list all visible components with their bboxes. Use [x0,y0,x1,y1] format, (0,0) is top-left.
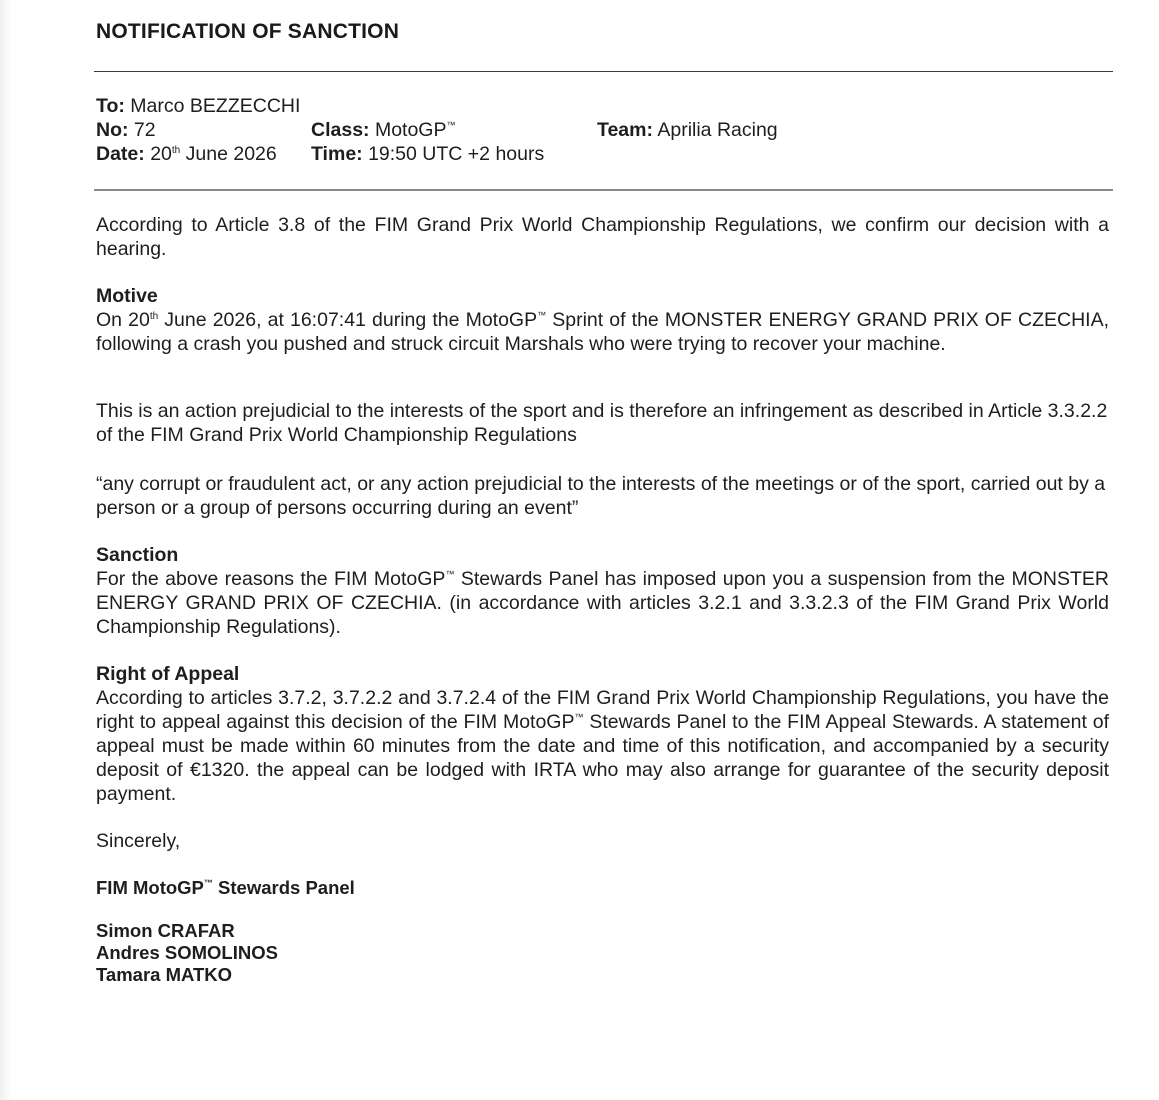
intro-section [96,213,1109,261]
title-divider [94,71,1113,72]
sanction-heading: Sanction [96,544,179,566]
rider-number: 72 [133,119,156,141]
no-label: No: [96,119,129,141]
sanction-text-end: Stewards Panel has imposed upon you a suspension from the MONSTER ENERGY GRAND PRIX OF CZECHIA. (in accordance with articles 3.2.1 and 3.3.2.3 of the FIM Grand Prix World Championship Regulations). [96,568,1110,638]
class-value: MotoGP [374,119,447,141]
panel-name [96,877,1109,899]
class-line [311,118,455,142]
class-label: Class: [311,119,370,141]
time-label: Time: [311,143,363,165]
rider-number-line [96,118,156,142]
header-divider [94,189,1113,191]
appeal-section [96,662,1109,806]
sanction-paragraph [96,567,1109,639]
appeal-trademark: ™ [574,712,584,722]
sanction-section [96,543,1109,639]
sanction-trademark: ™ [445,569,455,579]
motive-trademark: ™ [537,310,547,320]
motive-text-end: Sprint of the MONSTER ENERGY GRAND PRIX OF CZECHIA, following a crash you pushed and struck circuit Marshals who were trying to recover your machine. [96,309,1110,355]
signatory-name: Andres SOMOLINOS [96,942,278,963]
date-ordinal: th [171,145,181,156]
signatories-list [96,920,1109,986]
infringement-paragraph: This is an action prejudicial to the interests of the sport and is therefore an infringement as described in Article 3.3.2.2 of the FIM Grand Prix World Championship Regulations [96,400,1108,446]
team-line [597,118,778,142]
motive-section [96,284,1109,356]
appeal-text-start: According to articles 3.7.2, 3.7.2.2 and 3.7.2.4 of the FIM Grand Prix World Championship Regulations, you have the right to appeal against this decision of the FIM MotoGP [96,687,1109,733]
salutation-section [96,829,1109,853]
regulation-quote: “any corrupt or fraudulent act, or any action prejudicial to the interests of the meetings or of the sport, carried out by a person or a group of persons occurring during an event” [96,473,1106,519]
signatory-name: Tamara MATKO [96,964,233,985]
page-left-edge [0,0,12,1100]
recipient-line [96,94,300,118]
motive-paragraph [96,308,1109,356]
panel-trademark: ™ [203,878,213,888]
intro-paragraph: According to Article 3.8 of the FIM Grand Prix World Championship Regulations, we confirm our decision with a hearing. [96,214,1109,260]
date-label: Date: [96,143,145,165]
motive-text-middle: June 2026, at 16:07:41 during the MotoGP [164,309,538,331]
appeal-paragraph [96,686,1109,806]
time-line [311,142,544,166]
motive-date-ordinal: th [149,311,159,322]
regulation-quote-section [96,472,1109,520]
rider-name: Marco BEZZECCHI [130,95,301,117]
sanction-text-start: For the above reasons the FIM MotoGP [96,568,446,590]
trademark-mark: ™ [446,120,456,130]
appeal-heading: Right of Appeal [96,663,240,685]
to-label: To: [96,95,125,117]
salutation: Sincerely, [96,830,181,852]
time-value: 19:50 UTC +2 hours [368,143,545,165]
appeal-text-end: Stewards Panel to the FIM Appeal Stewards. A statement of appeal must be made within 60 minutes from the date and time of this notification, and accompanied by a security deposit of €1320. the appeal can be lodged with IRTA who may also arrange for guarantee of the security deposit payment. [96,711,1110,805]
team-label: Team: [597,119,653,141]
date-month-year: June 2026 [185,143,277,165]
team-value: Aprilia Racing [657,119,778,141]
signatory-name: Simon CRAFAR [96,920,235,941]
date-line [96,142,277,166]
motive-text-start: On 20 [96,309,150,331]
infringement-section [96,399,1109,447]
panel-name-end: Stewards Panel [218,877,355,898]
date-day: 20 [150,143,172,165]
document-title: NOTIFICATION OF SANCTION [96,20,400,43]
panel-name-start: FIM MotoGP [96,877,204,898]
motive-heading: Motive [96,285,158,307]
